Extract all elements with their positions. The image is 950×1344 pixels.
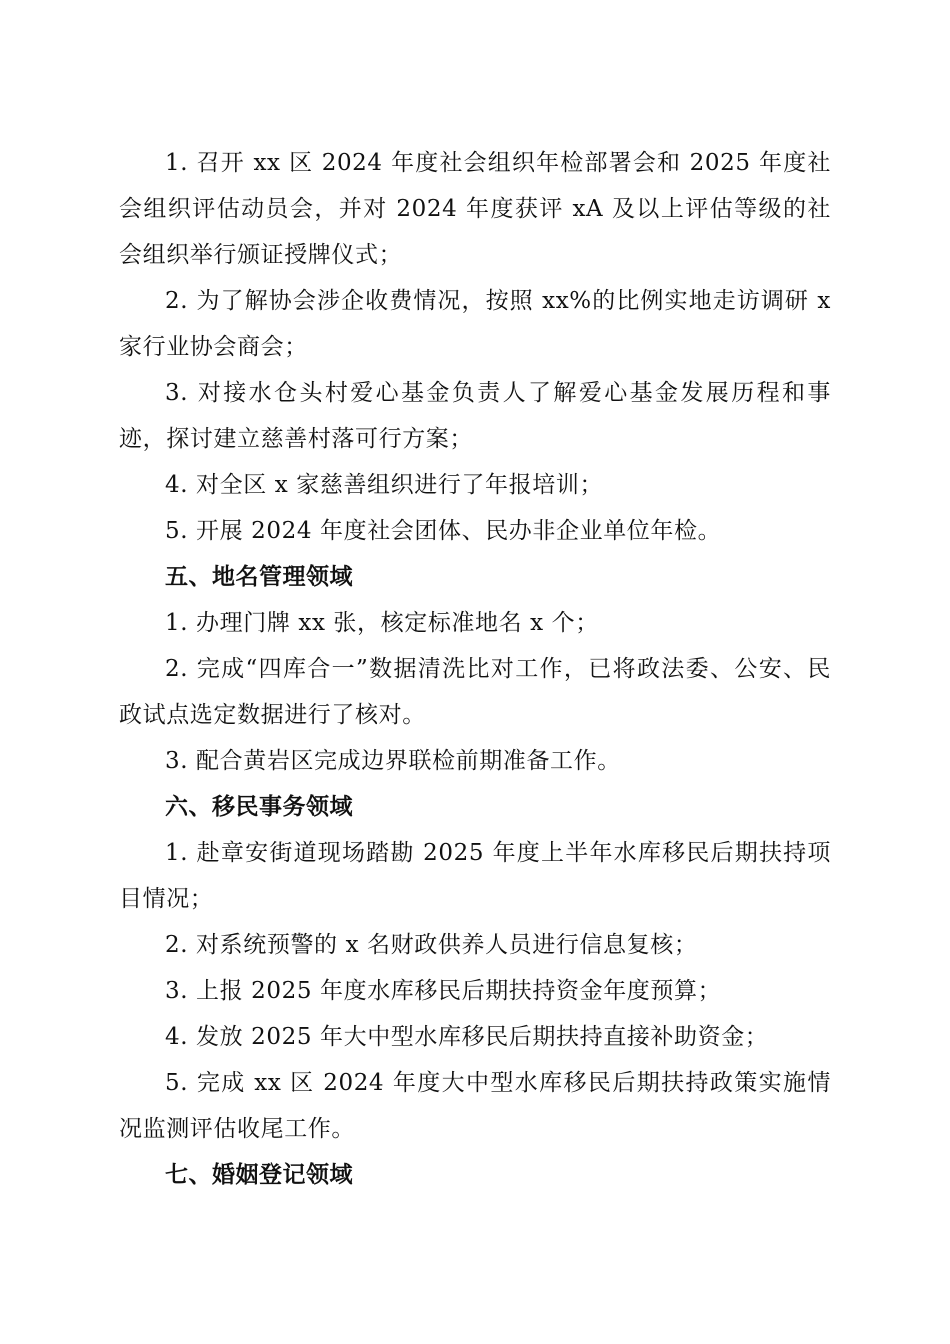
paragraph-place-names-item-3: 3. 配合黄岩区完成边界联检前期准备工作。 [165,748,621,774]
paragraph-place-names-item-2: 2. 完成“四库合一”数据清洗比对工作，已将政法委、公安、民政试点选定数据进行了核对。 [119,656,831,728]
paragraph-place-names-item-1: 1. 办理门牌 xx 张，核定标准地名 x 个； [165,610,599,636]
section-heading-migration-affairs: 六、移民事务领域 [165,794,353,820]
paragraph-social-org-item-2: 2. 为了解协会涉企收费情况，按照 xx%的比例实地走访调研 x 家行业协会商会； [119,288,831,360]
paragraph-migration-item-2: 2. 对系统预警的 x 名财政供养人员进行信息复核； [165,932,698,958]
paragraph-social-org-item-1: 1. 召开 xx 区 2024 年度社会组织年检部署会和 2025 年度社会组织评估动员会，并对 2024 年度获评 xA 及以上评估等级的社会组织举行颁证授牌仪式； [119,150,831,268]
paragraph-social-org-item-3: 3. 对接水仓头村爱心基金负责人了解爱心基金发展历程和事迹，探讨建立慈善村落可行方案； [119,380,831,452]
paragraph-social-org-item-5: 5. 开展 2024 年度社会团体、民办非企业单位年检。 [165,518,722,544]
document-body [119,140,831,1198]
paragraph-migration-item-1: 1. 赴章安街道现场踏勘 2025 年度上半年水库移民后期扶持项目情况； [119,840,831,912]
section-heading-place-names: 五、地名管理领域 [165,564,353,590]
paragraph-migration-item-4: 4. 发放 2025 年大中型水库移民后期扶持直接补助资金； [165,1024,769,1050]
paragraph-social-org-item-4: 4. 对全区 x 家慈善组织进行了年报培训； [165,472,604,498]
paragraph-migration-item-3: 3. 上报 2025 年度水库移民后期扶持资金年度预算； [165,978,722,1004]
paragraph-migration-item-5: 5. 完成 xx 区 2024 年度大中型水库移民后期扶持政策实施情况监测评估收尾工作。 [119,1070,831,1142]
section-heading-marriage-registration: 七、婚姻登记领域 [165,1162,353,1188]
